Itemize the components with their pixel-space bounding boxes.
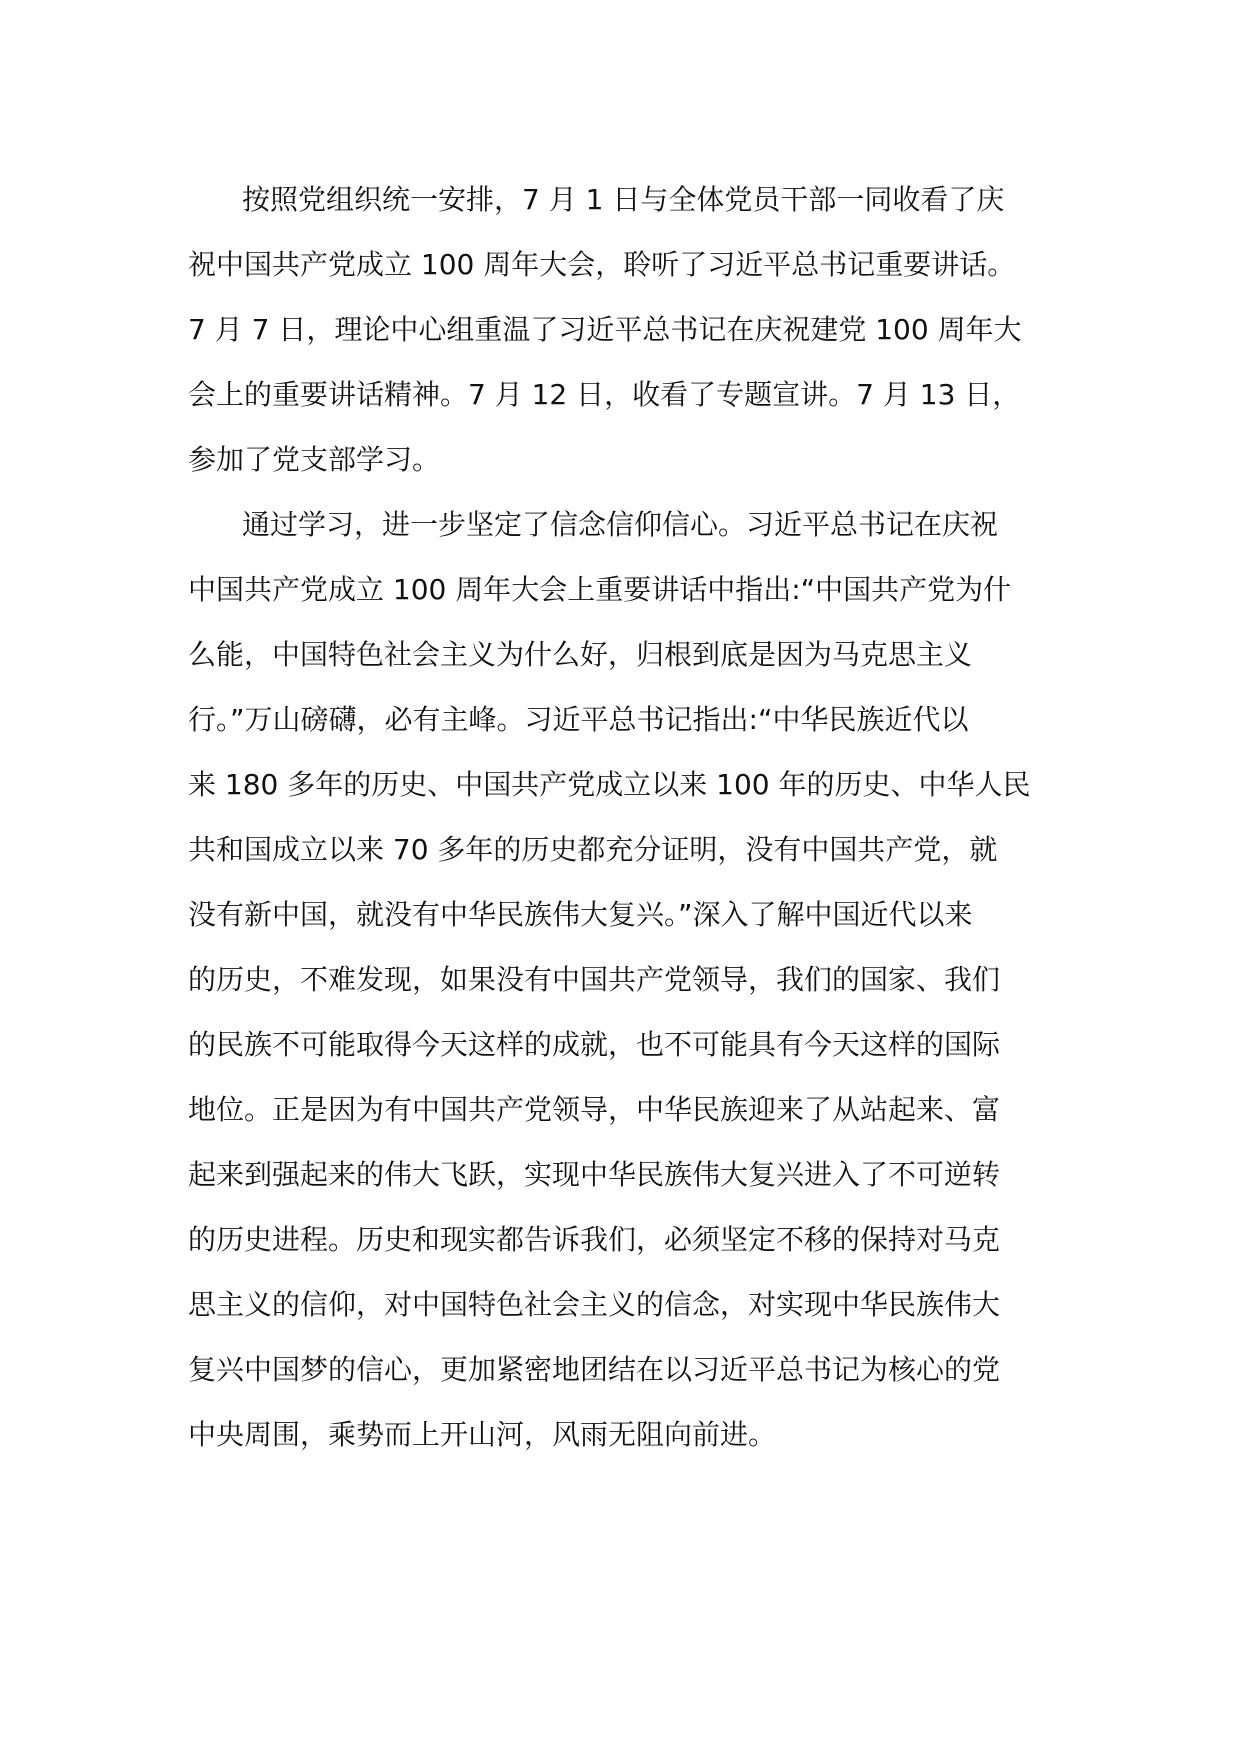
document-body [188, 167, 1058, 1467]
paragraph-line: 中央周围，乘势而上开山河，风雨无阻向前进。 [188, 1418, 777, 1451]
paragraph-line: 中国共产党成立 100 周年大会上重要讲话中指出:“中国共产党为什 [188, 573, 1012, 606]
paragraph-line: 么能，中国特色社会主义为什么好，归根到底是因为马克思主义 [188, 638, 973, 671]
paragraph-line: 共和国成立以来 70 多年的历史都充分证明，没有中国共产党，就 [188, 833, 998, 866]
paragraph-1 [188, 167, 1058, 492]
paragraph-line: 参加了党支部学习。 [188, 443, 441, 476]
paragraph-line: 起来到强起来的伟大飞跃，实现中华民族伟大复兴进入了不可逆转 [188, 1158, 1001, 1191]
paragraph-line: 的民族不可能取得今天这样的成就，也不可能具有今天这样的国际 [188, 1028, 1001, 1061]
paragraph-line: 7 月 7 日，理论中心组重温了习近平总书记在庆祝建党 100 周年大 [188, 313, 1022, 346]
paragraph-line: 祝中国共产党成立 100 周年大会，聆听了习近平总书记重要讲话。 [188, 248, 1016, 281]
paragraph-line: 会上的重要讲话精神。7 月 12 日，收看了专题宣讲。7 月 13 日， [188, 378, 1021, 411]
paragraph-line: 的历史，不难发现，如果没有中国共产党领导，我们的国家、我们 [188, 963, 1001, 996]
paragraph-line: 来 180 多年的历史、中国共产党成立以来 100 年的历史、中华人民 [188, 768, 1031, 801]
paragraph-line: 复兴中国梦的信心，更加紧密地团结在以习近平总书记为核心的党 [188, 1353, 1001, 1386]
paragraph-line: 地位。正是因为有中国共产党领导，中华民族迎来了从站起来、富 [188, 1093, 1001, 1126]
paragraph-line: 的历史进程。历史和现实都告诉我们，必须坚定不移的保持对马克 [188, 1223, 1001, 1256]
paragraph-line: 按照党组织统一安排，7 月 1 日与全体党员干部一同收看了庆 [242, 183, 1005, 216]
paragraph-line: 思主义的信仰，对中国特色社会主义的信念，对实现中华民族伟大 [188, 1288, 1001, 1321]
paragraph-line: 通过学习，进一步坚定了信念信仰信心。习近平总书记在庆祝 [242, 508, 999, 541]
paragraph-2 [188, 492, 1058, 1467]
paragraph-line: 没有新中国，就没有中华民族伟大复兴。”深入了解中国近代以来 [188, 898, 973, 931]
paragraph-line: 行。”万山磅礴，必有主峰。习近平总书记指出:“中华民族近代以 [188, 703, 969, 736]
